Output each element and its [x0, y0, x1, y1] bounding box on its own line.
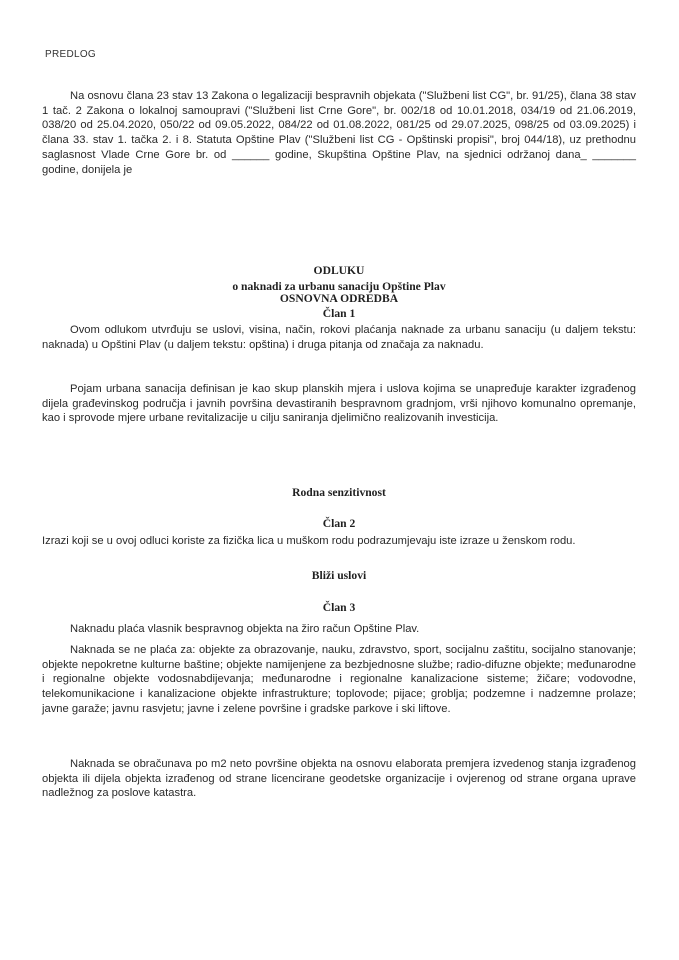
section1-heading: OSNOVNA ODREDBA	[279, 292, 399, 305]
decision-title: ODLUKU	[313, 264, 365, 277]
article1-text1: Ovom odlukom utvrđuju se uslovi, visina, način, rokovi plaćanja naknade za urbanu sanaciju (u daljem tekstu: naknada) u Opštini Plav (u daljem tekstu: opština) i druga pitanja od značaja za naknadu.	[42, 324, 636, 351]
article1-text2: Pojam urbana sanacija definisan je kao skup planskih mjera i uslova kojima se unapređuje karakter izgrađenog dijela građevinskog područja i javnih površina devastiranih bespravnom gradnjom, vrši njihovo komunalno opremanje, kao i sprovode mjere urbane revitalizacije u cilju saniranja djelimično realizovanih investicija.	[42, 383, 636, 425]
article3-text2: Naknada se ne plaća za: objekte za obrazovanje, nauku, zdravstvo, sport, socijalnu zaštitu, socijalno stanovanje; objekte nepokretne kulturne baštine; objekte namijenjene za bezbjednosne službe; radio-difuzne objekte; međunarodne i regionalne objekte vodosnabdijevanja; međunarodne i regionalne kanalizacione sisteme; žičare; vodovodne, telekomunikacione i kanalizacione objekte infrastrukture; toplovode; pijace; groblja; podzemne i nadzemne prolaze; javne garaže; javnu rasvjetu; javne i zelene površine i gradske parkove i ski liftove.	[42, 644, 636, 715]
article2-heading: Član 2	[322, 517, 356, 530]
article3-paragraph1	[42, 622, 636, 637]
section3-heading: Bliži uslovi	[311, 569, 367, 582]
article3-text3: Naknada se obračunava po m2 neto površine objekta na osnovu elaborata premjera izvedenog stanja izgrađenog objekta ili dijela objekta izrađenog od strane licencirane geodetske organizacije i ovjerenog od strane organa uprave nadležnog za poslove katastra.	[42, 758, 636, 800]
article3-text1: Naknadu plaća vlasnik bespravnog objekta na žiro račun Opštine Plav.	[70, 623, 420, 635]
section2-heading: Rodna senzitivnost	[292, 486, 386, 499]
preamble-paragraph	[42, 89, 636, 177]
article1-paragraph2	[42, 382, 636, 426]
article1-paragraph1	[42, 323, 636, 352]
article2-text: Izrazi koji se u ovoj odluci koriste za fizička lica u muškom rodu podrazumjevaju iste izraze u ženskom rodu.	[42, 535, 576, 547]
article3-paragraph3	[42, 757, 636, 801]
article2-paragraph	[42, 534, 636, 549]
article1-heading: Član 1	[322, 307, 356, 320]
article3-paragraph2	[42, 643, 636, 717]
decision-subtitle: o naknadi za urbanu sanaciju Opštine Plav	[232, 280, 446, 293]
preamble-text: Na osnovu člana 23 stav 13 Zakona o legalizaciji bespravnih objekata ("Službeni list CG", br. 91/25), člana 38 stav 1 tač. 2 Zakona o lokalnoj samoupravi ("Službeni list Crne Gore", br. 002/18 od 10.01.2018, 034/19 od 21.06.2019, 038/20 od 25.04.2020, 050/22 od 09.05.2022, 084/22 od 01.08.2022, 081/25 od 29.07.2025, 098/25 od 03.09.2025) i člana 33. stav 1. tačka 2. i 8. Statuta Opštine Plav ("Službeni list CG - Opštinski propisi", broj 044/18), uz prethodnu saglasnost Vlade Crne Gore br. od ______ godine, Skupština Opštine Plav, na sjednici održanoj dana_ _______ godine, donijela je	[42, 90, 636, 176]
article3-heading: Član 3	[322, 601, 356, 614]
draft-label: PREDLOG	[45, 49, 97, 60]
